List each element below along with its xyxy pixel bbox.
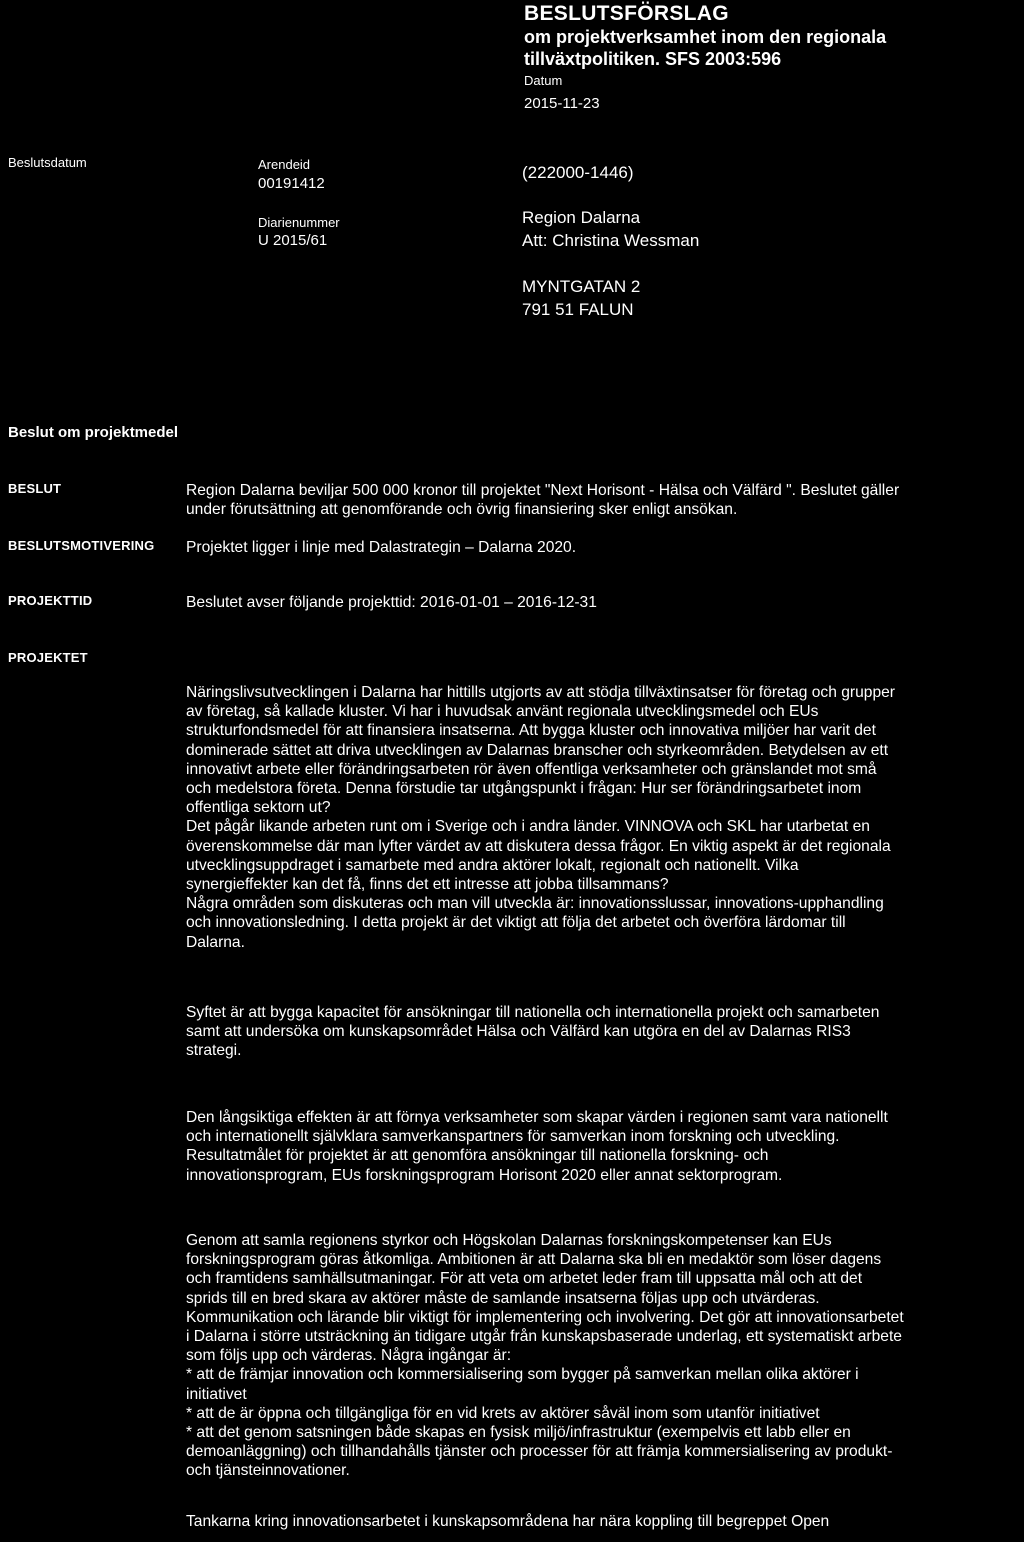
- beslutsdatum-label: Beslutsdatum: [8, 155, 87, 170]
- projekttid-label: PROJEKTTID: [8, 593, 93, 608]
- project-paragraph-1: [186, 683, 1022, 952]
- projekttid-text: Beslutet avser följande projekttid: 2016-01-01 – 2016-12-31: [186, 594, 597, 611]
- project-paragraph-3: [186, 1108, 1022, 1185]
- date-value: 2015-11-23: [524, 95, 600, 112]
- paragraph-text: Genom att samla regionens styrkor och Högskolan Dalarnas forskningskompetenser kan EUs forskningsprogram göras åtkomliga. Ambitionen är att Dalarna ska bli en medaktör som löser dagens och framtidens samhällsutmaningar. För att veta om arbetet leder fram till uppsatta mål och att det sprids till en bred skara av aktörer måste de samlande insatserna följas upp och utvärderas. Kommunikation och lärande blir viktigt för implementering och involvering. Det gör att innovationsarbetet i Dalarna i större utsträckning än tidigare utgår från kunskapsbaserade underlag, ett systematiskt arbete som följs upp och värderas. Några ingångar är: * att de främjar innovation och kommersialisering som bygger på samverkan mellan olika aktörer i initiativet * att de är öppna och tillgängliga för en vid krets av aktörer såväl inom som utanför initiativet * att det genom satsningen både skapas en fysisk miljö/infrastruktur (exempelvis ett labb eller en demoanläggning) och tillhandahålls tjänster och processer för att främja kommersialisering av produkt- och tjänsteinnovationer.: [186, 1232, 904, 1480]
- document-subtitle: om projektverksamhet inom den regionala tillväxtpolitiken. SFS 2003:596: [524, 27, 887, 69]
- date-label: Datum: [524, 73, 563, 88]
- document-title: BESLUTSFÖRSLAG: [524, 2, 729, 25]
- project-paragraph-5: [186, 1512, 1022, 1531]
- paragraph-text: Tankarna kring innovationsarbetet i kunskapsområdena har nära koppling till begreppet Open: [186, 1513, 830, 1530]
- beslut-paragraph: Region Dalarna beviljar 500 000 kronor till projektet "Next Horisont - Hälsa och Välfärd ". Beslutet gäller under förutsättning att genomförande och övrig finansiering sker enligt ansökan.: [186, 482, 900, 519]
- arendeid-value: 00191412: [258, 175, 325, 192]
- paragraph-text: Den långsiktiga effekten är att förnya verksamheter som skapar värden i regionen samt vara nationellt och internationellt självklara samverkanspartners för samverkan inom forskning och utveckling. Resultatmålet för projektet är att genomföra ansökningar till nationella forskning- och innovationsprogram, EUs forskningsprogram Horisont 2020 eller annat sektorprogram.: [186, 1109, 888, 1184]
- recipient-attention: Att: Christina Wessman: [522, 231, 700, 250]
- decision-heading: Beslut om projektmedel: [8, 424, 179, 441]
- arendeid-label: Arendeid: [258, 157, 311, 172]
- org-number: (222000-1446): [522, 163, 634, 182]
- beslut-text: [186, 481, 1022, 519]
- project-paragraph-4: [186, 1231, 1022, 1481]
- motivering-label: BESLUTSMOTIVERING: [8, 538, 155, 553]
- project-paragraph-2: [186, 1003, 1022, 1061]
- diarienummer-label: Diarienummer: [258, 215, 340, 230]
- projektet-label: PROJEKTET: [8, 650, 88, 665]
- paragraph-text: Syftet är att bygga kapacitet för ansökningar till nationella och internationella projekt och samarbeten samt att undersöka om kunskapsområdet Hälsa och Välfärd kan utgöra en del av Dalarnas RIS3 strategi.: [186, 1004, 880, 1060]
- paragraph-text: Näringslivsutvecklingen i Dalarna har hittills utgjorts av att stödja tillväxtinsatser för företag och grupper av företag, så kallade kluster. Vi har i huvudsak använt regionala utvecklingsmedel och EUs strukturfondsmedel för att finansiera insatserna. Att bygga kluster och innovativa miljöer har varit det dominerade sättet att driva utvecklingen av Dalarnas branscher och styrkeområden. Betydelsen av ett innovativt arbete eller förändringsarbeten rör även offentliga verksamheter och gränslandet mot små och medelstora företa. Denna förstudie tar utgångspunkt i frågan: Hur ser förändringsarbetet inom offentliga sektorn ut? Det pågår likande arbeten runt om i Sverige och i andra länder. VINNOVA och SKL har utarbetat en överenskommelse där man lyfter värdet av att diskutera dessa frågor. En viktig aspekt är det regionala utvecklingsuppdraget i samarbete med andra aktörer lokalt, regionalt och nationellt. Vilka synergieffekter kan det få, finns det ett intresse att jobba tillsammans? Några områden som diskuteras och man vill utveckla är: innovationsslussar, innovations-upphandling och innovationsledning. I detta projekt är det viktigt att följa det arbetet och överföra lärdomar till Dalarna.: [186, 684, 895, 951]
- recipient-city: 791 51 FALUN: [522, 300, 634, 319]
- recipient-name: Region Dalarna: [522, 208, 641, 227]
- motivering-text: Projektet ligger i linje med Dalastrategin – Dalarna 2020.: [186, 539, 577, 556]
- recipient-street: MYNTGATAN 2: [522, 277, 641, 296]
- beslut-label: BESLUT: [8, 481, 62, 496]
- diarienummer-value: U 2015/61: [258, 232, 328, 249]
